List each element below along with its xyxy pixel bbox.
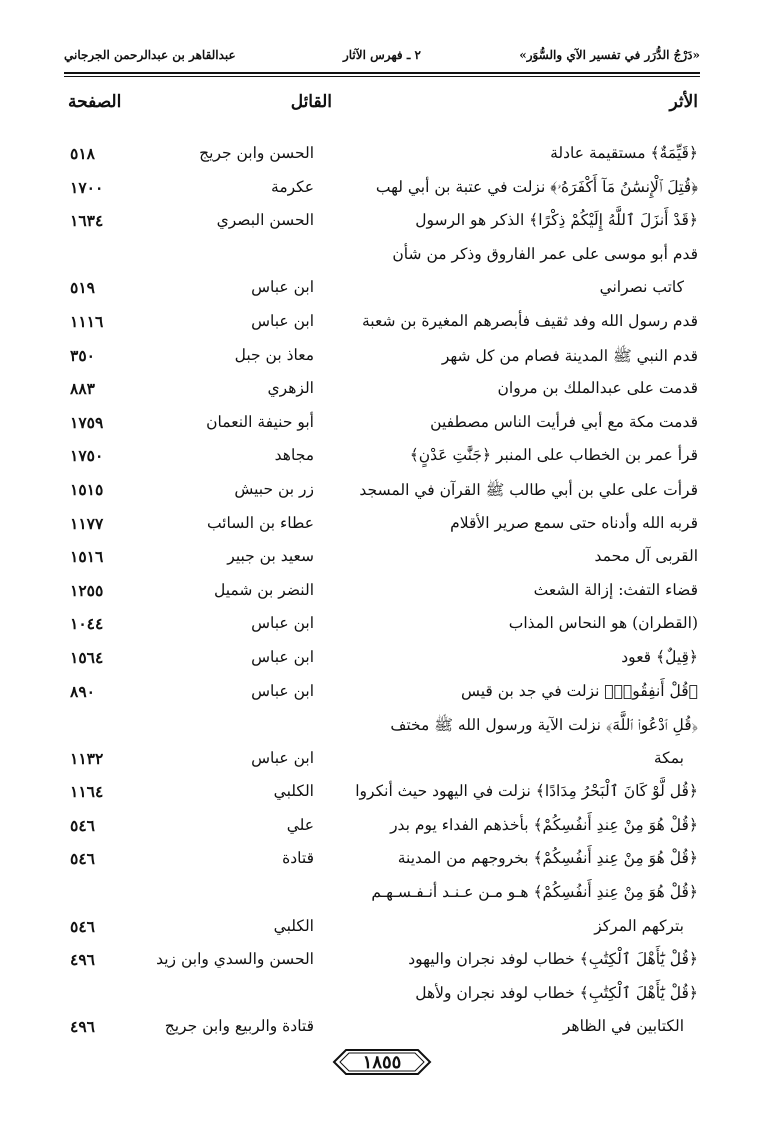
athar-text: ﴿قُلْ يَٰٓأَهْلَ ٱلْكِتَٰبِ﴾ خطاب لوفد نجران ولأهل <box>415 983 698 1002</box>
page-ref: ١١٧٧ <box>70 513 104 533</box>
running-head <box>64 44 700 68</box>
athar-text: ﴿قُلْ هُوَ مِنْ عِندِ أَنفُسِكُمْ﴾ هـو مـن عـنـد أنـفـسـهـم <box>371 883 698 902</box>
table-row <box>0 812 764 846</box>
athar-text: قضاء التفث: إزالة الشعث <box>533 580 698 599</box>
page-ref: ٤٩٦ <box>70 950 95 970</box>
athar-text: بتركهم المركز <box>594 916 684 935</box>
athar-text: ﴿قِيلٌ﴾ قعود <box>621 647 698 666</box>
qail-text: الحسن البصري <box>216 211 314 230</box>
page-ref: ٨٩٠ <box>70 681 95 701</box>
qail-text: الزهري <box>267 379 314 398</box>
table-row <box>0 946 764 980</box>
page-ref: ١٥٦٤ <box>70 647 104 667</box>
column-header-qail: القائل <box>290 92 332 112</box>
table-row <box>0 174 764 208</box>
table-row <box>0 409 764 443</box>
qail-text: ابن عباس <box>251 614 314 633</box>
qail-text: عطاء بن السائب <box>206 513 314 532</box>
table-row <box>0 778 764 812</box>
page-ref: ٥٤٦ <box>70 849 95 869</box>
athar-text: قدم رسول الله وفد ثقيف فأبصرهم المغيرة بن شعبة <box>362 311 698 330</box>
column-header-athar: الأثر <box>669 92 698 112</box>
qail-text: الحسن وابن جريج <box>199 144 314 162</box>
page-ref: ١١٣٢ <box>70 748 104 768</box>
table-row <box>0 442 764 476</box>
table-row <box>0 711 764 745</box>
athar-text: ﴿قَدْ أَنزَلَ ٱللَّهُ إِلَيْكُمْ ذِكْرًا﴾ الذكر هو الرسول <box>415 211 698 230</box>
athar-text: ﴿قُلْ هُوَ مِنْ عِندِ أَنفُسِكُمْ﴾ بأخذهم الفداء يوم بدر <box>390 815 698 834</box>
page-ref: ٨٨٣ <box>70 379 95 399</box>
page-number-ornament <box>332 1047 432 1077</box>
athar-text: ﴿قُلْ يَٰٓأَهْلَ ٱلْكِتَٰبِ﴾ خطاب لوفد نجران واليهود <box>408 950 698 969</box>
athar-text: قرأ عمر بن الخطاب على المنبر ﴿جَنَّٰتِ عَدْنٍ﴾ <box>409 446 698 465</box>
athar-text: قربه الله وأدناه حتى سمع صرير الأقلام <box>450 513 698 532</box>
table-row <box>0 241 764 275</box>
page-ref: ١٧٥٩ <box>70 412 104 432</box>
qail-text: قتادة والربيع وابن جريج <box>164 1017 314 1036</box>
table-row <box>0 644 764 678</box>
table-row <box>0 476 764 510</box>
athar-text: قدم النبي ﷺ المدينة فصام من كل شهر <box>441 346 698 365</box>
page-ref: ٥٤٦ <box>70 916 95 936</box>
athar-text: (القطران) هو النحاس المذاب <box>508 614 698 633</box>
athar-text: ﴿قُلِ ٱدْعُوا۟ ٱللَّهَ﴾ نزلت الآية ورسول الله ﷺ مختف <box>390 716 698 735</box>
qail-text: ابن عباس <box>251 647 314 666</box>
qail-text: مجاهد <box>274 446 314 465</box>
table-row <box>0 577 764 611</box>
book-title: «دَرْجُ الدُّرَر في تفسير الآي والسُّوَر» <box>519 48 700 62</box>
page-ref: ١٥١٥ <box>70 479 104 499</box>
page-number: ١٨٥٥ <box>362 1051 402 1073</box>
table-row <box>0 140 764 174</box>
qail-text: زر بن حبيش <box>234 479 314 498</box>
page-ref: ١٠٤٤ <box>70 614 104 634</box>
table-row <box>0 610 764 644</box>
table-row <box>0 375 764 409</box>
athar-text: ﴿قُل لَّوْ كَانَ ٱلْبَحْرُ مِدَادًا﴾ نزلت في اليهود حيث أنكروا <box>355 782 698 801</box>
table-row <box>0 308 764 342</box>
qail-text: النضر بن شميل <box>213 580 314 599</box>
table-row <box>0 1013 764 1047</box>
table-row <box>0 543 764 577</box>
page-ref: ١٢٥٥ <box>70 580 104 600</box>
page-ref: ٥٤٦ <box>70 815 95 835</box>
page-ref: ٥١٨ <box>70 144 95 163</box>
page-ref: ١٧٥٠ <box>70 446 104 466</box>
qail-text: علي <box>286 815 314 834</box>
qail-text: ابن عباس <box>251 681 314 700</box>
page-ref: ١٦٣٤ <box>70 211 104 231</box>
table-row <box>0 207 764 241</box>
athar-text: الكتابين في الظاهر <box>562 1017 684 1036</box>
table-row <box>0 879 764 913</box>
page-ref: ١٧٠٠ <box>70 177 104 197</box>
page-ref: ٤٩٦ <box>70 1017 95 1037</box>
page-ref: ١١٦٤ <box>70 782 104 802</box>
qail-text: معاذ بن جبل <box>234 345 314 364</box>
section-title: ٢ ـ فهرس الآثار <box>342 48 421 62</box>
athar-text: قرأت على علي بن أبي طالب ﷺ القرآن في المسجد <box>359 480 698 499</box>
table-row <box>0 913 764 947</box>
qail-text: الكلبي <box>273 916 314 935</box>
qail-text: ابن عباس <box>251 278 314 297</box>
table-row <box>0 678 764 712</box>
qail-text: أبو حنيفة النعمان <box>206 412 314 431</box>
table-row <box>0 980 764 1014</box>
table-row <box>0 745 764 779</box>
page-ref: ٣٥٠ <box>70 345 95 365</box>
header-rule <box>64 72 700 77</box>
index-table <box>0 140 764 1047</box>
page-ref: ١١١٦ <box>70 311 104 331</box>
athar-text: بمكة <box>653 748 684 767</box>
table-row <box>0 274 764 308</box>
column-header-page: الصفحة <box>68 92 122 112</box>
qail-text: عكرمة <box>271 177 314 196</box>
qail-text: ابن عباس <box>251 748 314 767</box>
athar-text: القربى آل محمد <box>594 547 698 566</box>
table-row <box>0 510 764 544</box>
athar-text: ﴿قُتِلَ ٱلْإِنسَٰنُ مَآ أَكْفَرَهُۥ﴾ نزلت في عتبة بن أبي لهب <box>375 177 698 196</box>
qail-text: الكلبي <box>273 782 314 801</box>
athar-text: ﴿قَيِّمَةٌ﴾ مستقيمة عادلة <box>550 144 698 162</box>
table-row <box>0 342 764 376</box>
table-row <box>0 845 764 879</box>
page-ref: ٥١٩ <box>70 278 95 298</box>
qail-text: سعيد بن جبير <box>227 547 314 566</box>
athar-text: قدم أبو موسى على عمر الفاروق وذكر من شأن <box>392 244 698 263</box>
qail-text: ابن عباس <box>251 311 314 330</box>
athar-text: قدمت على عبدالملك بن مروان <box>497 379 698 398</box>
qail-text: الحسن والسدي وابن زيد <box>156 950 314 969</box>
athar-text: كاتب نصراني <box>599 278 684 297</box>
athar-text: ﴿قُلْ أَنفِقُوا۟﴾ نزلت في جد بن قيس <box>460 681 698 700</box>
athar-text: قدمت مكة مع أبي فرأيت الناس مصطفين <box>430 412 698 431</box>
athar-text: ﴿قُلْ هُوَ مِنْ عِندِ أَنفُسِكُمْ﴾ بخروجهم من المدينة <box>397 849 698 868</box>
qail-text: قتادة <box>282 849 314 868</box>
page-ref: ١٥١٦ <box>70 547 104 567</box>
author-name: عبدالقاهر بن عبدالرحمن الجرجاني <box>64 48 236 62</box>
